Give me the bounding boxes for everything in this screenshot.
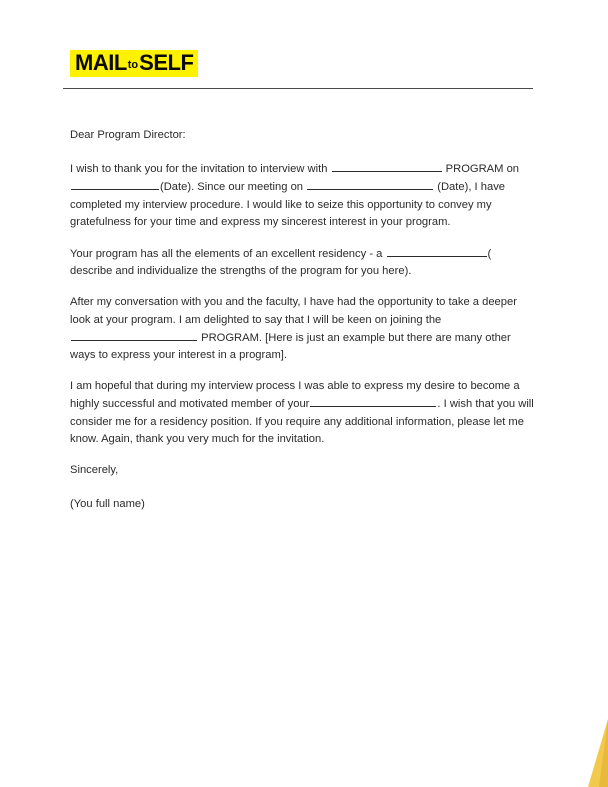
fill-blank-interview-date[interactable] <box>71 178 159 190</box>
logo-text-to: to <box>127 58 139 71</box>
letter-closing <box>70 462 535 479</box>
letter-body <box>70 127 535 513</box>
fill-blank-program-name[interactable] <box>332 160 442 172</box>
paragraph4-segment-b: . I wish that you will consider me for a residency position. If you require any additional information, please let me know. Again, thank you very much for the invitation. <box>70 398 534 445</box>
header-divider <box>63 88 533 89</box>
closing-text: Sincerely, <box>70 464 119 477</box>
paragraph1-segment-d: (Date), I have completed my interview procedure. I would like to seize this opportunity to convey my gratefulness for your time and express my sincerest interest in your program. <box>70 181 506 228</box>
paragraph1-segment-b: PROGRAM on <box>442 163 520 176</box>
fill-blank-joining-program[interactable] <box>71 329 197 341</box>
letter-paragraph-4 <box>70 378 535 448</box>
letter-paragraph-3 <box>70 294 535 364</box>
paragraph2-segment-a: Your program has all the elements of an excellent residency - a <box>70 248 386 261</box>
letter-salutation <box>70 127 535 144</box>
fill-blank-meeting-date[interactable] <box>307 178 433 190</box>
fill-blank-program-strength[interactable] <box>387 245 487 257</box>
fill-blank-member-of-your[interactable] <box>310 395 436 407</box>
paragraph4-segment-a: I am hopeful that during my interview process I was able to express my desire to become a highly successful and motivated member of your <box>70 380 520 411</box>
paragraph1-segment-a: I wish to thank you for the invitation to interview with <box>70 163 331 176</box>
corner-wedge-decoration <box>586 719 608 787</box>
mail-to-self-logo <box>70 50 198 77</box>
signature-text: (You full name) <box>70 498 145 511</box>
salutation-text: Dear Program Director: <box>70 129 186 141</box>
letter-signature <box>70 496 535 513</box>
paragraph2-segment-b: ( describe and individualize the strengths of the program for you here). <box>70 248 492 278</box>
page-header <box>70 50 534 77</box>
logo-text-mail: MAIL <box>75 50 127 75</box>
letter-paragraph-1 <box>70 160 535 231</box>
paragraph3-segment-b: PROGRAM. [Here is just an example but there are many other ways to express your interest in a program]. <box>70 331 511 362</box>
paragraph1-segment-c: (Date). Since our meeting on <box>160 181 307 194</box>
letter-paragraph-2 <box>70 245 535 280</box>
paragraph3-segment-a: After my conversation with you and the faculty, I have had the opportunity to take a deeper look at your program. I am delighted to say that I will be keen on joining the <box>70 296 517 326</box>
logo-text-self: SELF <box>139 50 194 75</box>
